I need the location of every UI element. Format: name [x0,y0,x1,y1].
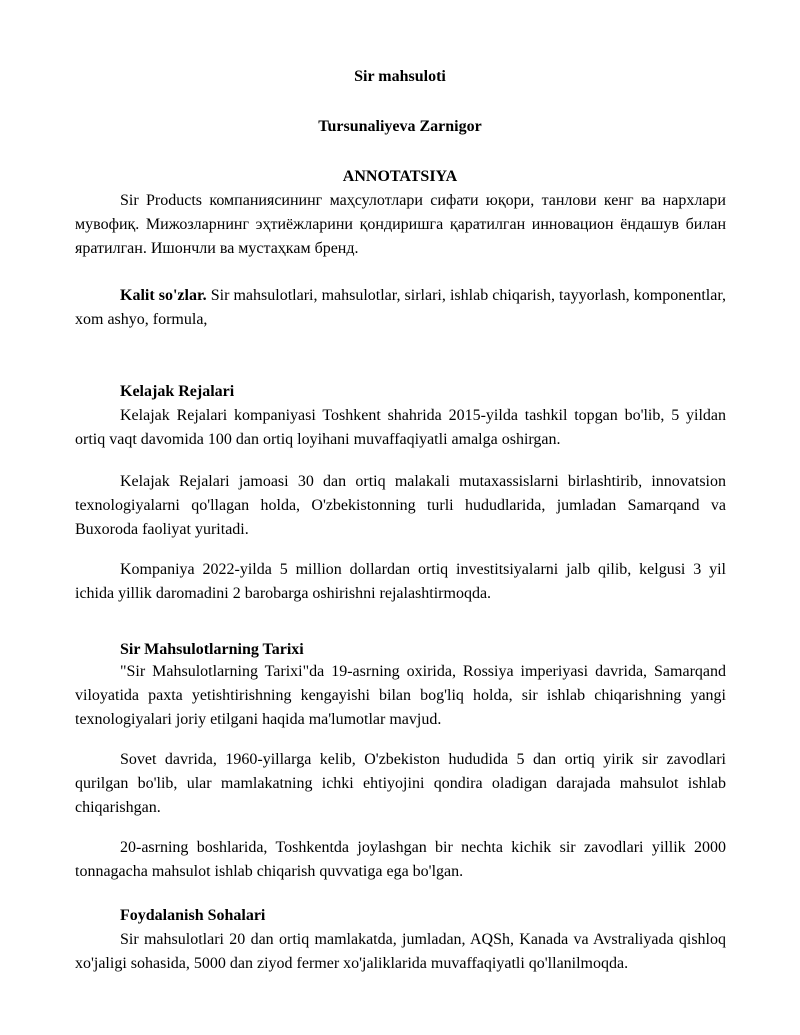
annotation-text: Sir Products компаниясининг маҳсулотлари сифати юқори, танлови кенг ва нархлари мувофиқ. Мижозларнинг эҳтиёжларини қондиришга қаратилган инновацион ёндашув билан яратилган. Ишончли ва мустаҳкам бренд. [75,192,726,257]
section-paragraph: 20-asrning boshlarida, Toshkentda joylashgan bir nechta kichik sir zavodlari yillik 2000 tonnagacha mahsulot ishlab chiqarish quvvatiga ega bo'lgan. [75,839,726,880]
author-name: Tursunaliyeva Zarnigor [318,118,482,135]
section-paragraph: Kelajak Rejalari jamoasi 30 dan ortiq malakali mutaxassislarni birlashtirib, innovatsion texnologiyalarni qo'llagan holda, O'zbekistonning turli hududlarida, jumladan Samarqand va Buxoroda faoliyat yuritadi. [75,473,726,538]
section-heading-kelajak-rejalari: Kelajak Rejalari [120,383,235,400]
document-title: Sir mahsuloti [354,68,446,85]
keywords-paragraph [75,284,726,332]
section-paragraph: Kompaniya 2022-yilda 5 million dollardan ortiq investitsiyalarni jalb qilib, kelgusi 3 yil ichida yillik daromadini 2 barobarga oshirishni rejalashtirmoqda. [75,561,726,602]
section-paragraph: "Sir Mahsulotlarning Tarixi"da 19-asrning oxirida, Rossiya imperiyasi davrida, Samarqand viloyatida paxta yetishtirishning kengayishi bilan bog'liq holda, sir ishlab chiqarishning yangi texnologiyalari joriy etilgani haqida ma'lumotlar mavjud. [75,663,726,728]
section-paragraph: Sovet davrida, 1960-yillarga kelib, O'zbekiston hududida 5 dan ortiq yirik sir zavodlari qurilgan bo'lib, ular mamlakatning ichki ehtiyojini qondira oladigan darajada mahsulot ishlab chiqarishgan. [75,751,726,816]
section-paragraph: Kelajak Rejalari kompaniyasi Toshkent shahrida 2015-yilda tashkil topgan bo'lib, 5 yildan ortiq vaqt davomida 100 dan ortiq loyihani muvaffaqiyatli amalga oshirgan. [75,407,726,448]
section-paragraph: Sir mahsulotlari 20 dan ortiq mamlakatda, jumladan, AQSh, Kanada va Avstraliyada qishloq xo'jaligi sohasida, 5000 dan ziyod fermer xo'jaliklarida muvaffaqiyatli qo'llanilmoqda. [75,931,726,972]
section-heading-sir-mahsulotlarning-tarixi: Sir Mahsulotlarning Tarixi [120,641,304,658]
section-heading-foydalanish-sohalari: Foydalanish Sohalari [120,907,266,924]
keywords-text: Sir mahsulotlari, mahsulotlar, sirlari, ishlab chiqarish, tayyorlash, komponentlar, xom ashyo, formula, [75,287,727,328]
annotation-heading: ANNOTATSIYA [342,168,458,185]
keywords-label: Kalit so'zlar. [120,287,207,304]
